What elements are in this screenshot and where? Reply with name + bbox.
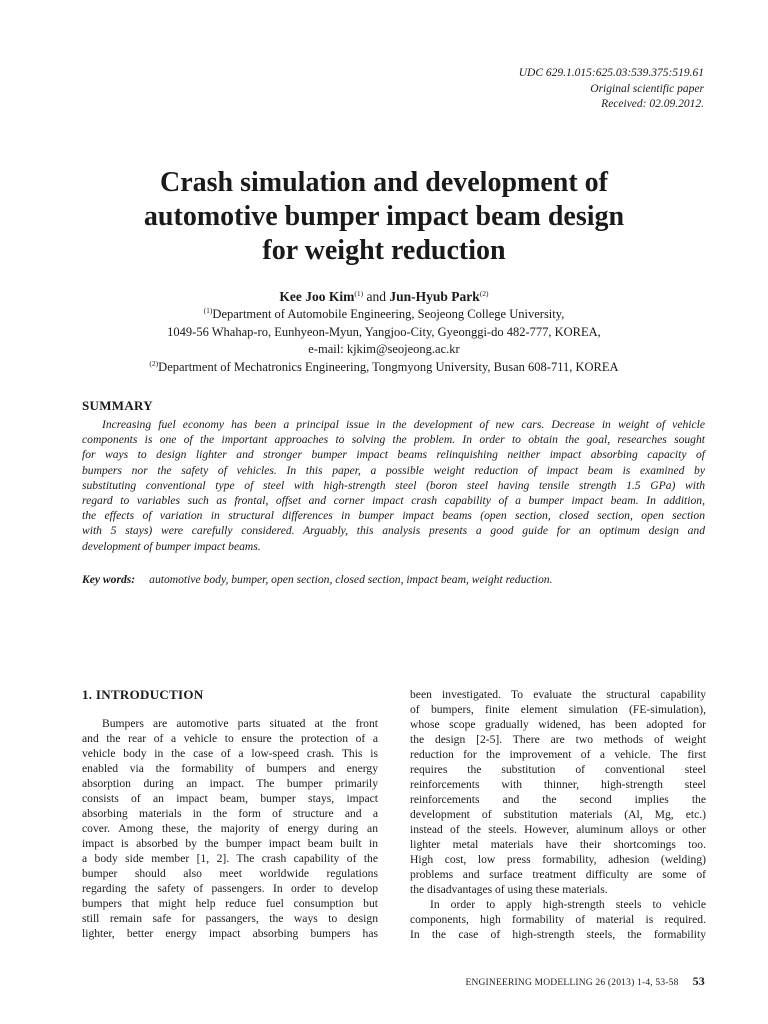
affil-marker: (1) xyxy=(203,306,213,315)
title-line: for weight reduction xyxy=(262,235,506,266)
paper-metadata xyxy=(384,66,704,113)
author-affil-marker: (2) xyxy=(479,289,489,298)
author-name: Jun-Hyub Park xyxy=(389,289,480,304)
body-line: reinforcements and the second implies the xyxy=(410,793,706,806)
body-line: In order to apply high-strength steels to vehicle xyxy=(430,898,706,911)
section-heading-introduction: 1. INTRODUCTION xyxy=(82,687,204,702)
introduction-right-column xyxy=(410,687,706,942)
title-line: Crash simulation and development of xyxy=(159,167,609,198)
body-line: requires the substitution of conventional steel xyxy=(410,763,706,776)
body-line: Bumpers are automotive parts situated at the front xyxy=(102,717,378,730)
summary-line: Increasing fuel economy has been a principal issue in the development of new cars. Decrease in weight of vehicle xyxy=(102,418,705,431)
author-name: Kee Joo Kim xyxy=(279,289,355,304)
body-line: development of substitution materials (Al, Mg, etc.) xyxy=(410,808,706,821)
body-line: the disadvantages of using these materials. xyxy=(410,883,608,896)
page-number: 53 xyxy=(692,974,705,988)
author-line xyxy=(0,288,768,305)
affiliation-1-address: 1049-56 Whahap-ro, Eunhyeon-Myun, Yangjoo-City, Gyeonggi-do 482-777, KOREA, xyxy=(167,324,601,339)
affiliation-2: Department of Mechatronics Engineering, Tongmyong University, Busan 608-711, KOREA xyxy=(158,359,619,374)
body-line: still remain safe for passangers, the ways to design xyxy=(82,912,378,925)
keywords-text: automotive body, bumper, open section, closed section, impact beam, weight reduction. xyxy=(149,573,553,586)
body-line: absorption during an impact. The bumper primarily xyxy=(82,777,378,790)
body-line: reduction for the improvement of a vehicle. The first xyxy=(410,748,706,761)
summary-line: substituting conventional type of steel with high-strength steel (boron steel having tensile strength 1.5 GPa) with xyxy=(82,478,705,492)
paper-title xyxy=(70,166,698,268)
body-line: of bumpers, finite element simulation (FE-simulation), xyxy=(410,703,706,716)
body-line: vehicle body in the case of a low-speed crash. This is xyxy=(82,747,378,760)
keywords xyxy=(82,572,705,587)
body-line: a body side member [1, 2]. The crash capability of the xyxy=(82,852,378,865)
body-line: lighter metal materials have their shortcomings too. xyxy=(410,838,706,851)
body-line: lighter, better energy impact absorbing bumpers has xyxy=(82,927,378,940)
paper-type: Original scientific paper xyxy=(590,82,704,95)
body-line: cover. Among these, the majority of energy during an xyxy=(82,822,378,835)
body-line: whose scope gradually widened, has been adopted for xyxy=(410,718,706,731)
body-line: and the rear of a vehicle to ensure the protection of a xyxy=(82,732,378,745)
journal-citation: ENGINEERING MODELLING 26 (2013) 1-4, 53-58 xyxy=(465,978,679,988)
body-line: reinforcements with thinner, high-strength steel xyxy=(410,778,706,791)
author-conjunction: and xyxy=(363,289,390,304)
summary-line: components is one of the important approaches to solving the problem. In order to obtain the goal, researches sought xyxy=(82,433,705,447)
affiliations xyxy=(40,306,728,376)
introduction-left-column xyxy=(82,716,378,941)
summary-line: development of bumper impact beams. xyxy=(82,539,261,553)
body-line: bumpers that might help reduce fuel consumption but xyxy=(82,897,378,910)
author-affil-marker: (1) xyxy=(354,289,364,298)
affil-marker: (2) xyxy=(149,358,159,368)
summary-line: with 5 stays) were carefully considered. Arguably, this analysis presents a good guide for an optimum design and xyxy=(82,524,705,538)
summary-line: for ways to design lighter and stronger bumper impact beams relinquishing neither impact absorbing capacity of xyxy=(82,448,705,462)
affiliation-1: Department of Automobile Engineering, Seojeong College University, xyxy=(212,307,565,321)
udc-code: UDC 629.1.015:625.03:539.375:519.61 xyxy=(518,67,704,79)
body-line: High cost, low press formability, adhesion (welding) xyxy=(410,853,706,866)
body-line: been investigated. To evaluate the structural capability xyxy=(410,688,706,701)
summary-heading: SUMMARY xyxy=(82,398,153,413)
body-line: consists of an impact beam, bumper stays, impact xyxy=(82,792,378,805)
body-line: bumper should also meet worldwide regulations xyxy=(82,867,378,880)
title-line: automotive bumper impact beam design xyxy=(143,201,625,232)
page-footer xyxy=(465,974,705,989)
body-line: absorbing materials in the form of structure and a xyxy=(82,807,378,820)
body-line: impact is absorbed by the bumper impact beam built in xyxy=(82,837,378,850)
summary-line: bumpers nor the safety of vehicles. In this paper, a possible weight reduction of impact beam is examined by xyxy=(82,463,705,477)
body-line: enabled via the formability of bumpers and energy xyxy=(82,762,378,775)
summary-line: regard to variables such as frontal, offset and corner impact crash capability of a bumper impact beam. In addition, xyxy=(82,494,705,508)
body-line: components, high formability of material is required. xyxy=(410,913,706,926)
summary-abstract xyxy=(82,417,705,554)
keywords-label: Key words: xyxy=(82,573,136,586)
received-date: Received: 02.09.2012. xyxy=(601,98,704,110)
body-line: regarding the safety of passengers. In order to develop xyxy=(82,882,378,895)
author-email: e-mail: kjkim@seojeong.ac.kr xyxy=(308,342,460,356)
body-line: the design [2-5]. There are two methods of weight xyxy=(410,733,706,746)
summary-line: the effects of variation in structural differences in bumper impact beams (open section, closed section, open section xyxy=(82,509,705,523)
body-line: problems and surface treatment difficulty are some of xyxy=(410,868,706,881)
body-line: instead of the steels. However, aluminum alloys or other xyxy=(410,823,706,836)
body-line: In the case of high-strength steels, the formability xyxy=(410,928,706,941)
